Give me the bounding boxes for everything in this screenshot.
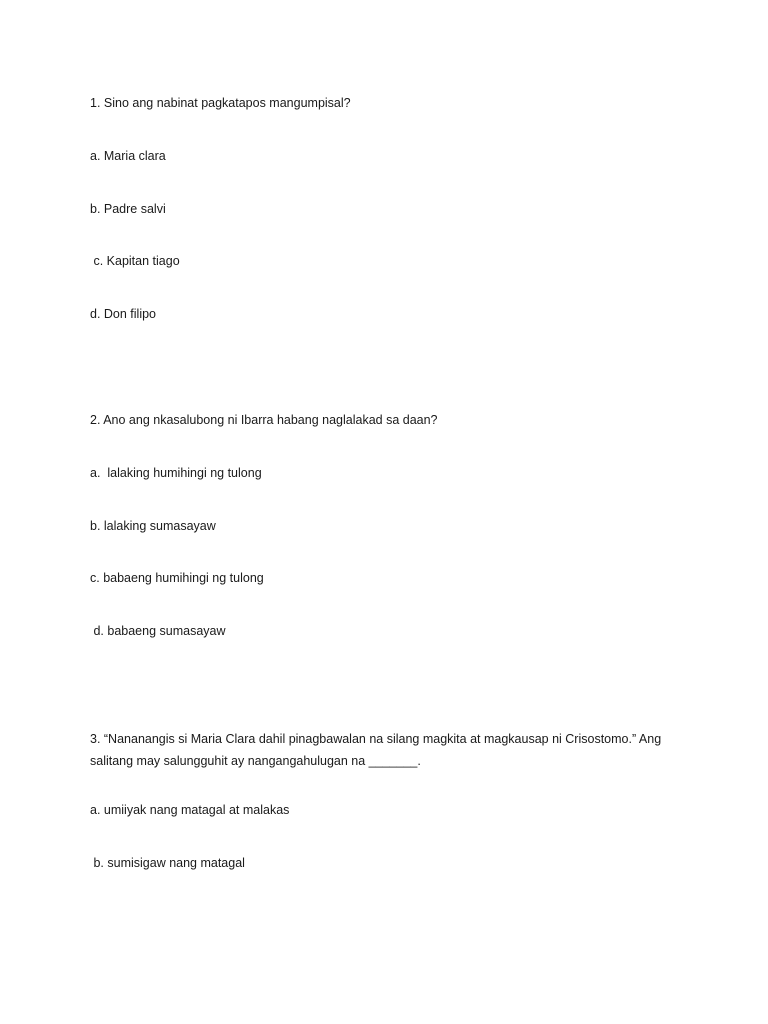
- question-3-text: 3. “Nananangis si Maria Clara dahil pinagbawalan na silang magkita at magkausap ni Crisostomo.” Ang salitang may salungguhit ay nangangahulugan na _______.: [90, 732, 662, 768]
- question-2-option-b: b. lalaking sumasayaw: [90, 519, 216, 533]
- question-1-option-b: b. Padre salvi: [90, 202, 166, 216]
- question-2-option-a: a. lalaking humihingi ng tulong: [90, 466, 262, 480]
- question-2-text: 2. Ano ang nkasalubong ni Ibarra habang naglalakad sa daan?: [90, 413, 438, 427]
- question-1-option-c: c. Kapitan tiago: [90, 254, 180, 268]
- question-2-option-d: d. babaeng sumasayaw: [90, 624, 226, 638]
- question-2-option-c: c. babaeng humihingi ng tulong: [90, 571, 264, 585]
- question-1-option-a: a. Maria clara: [90, 149, 166, 163]
- question-1-text: 1. Sino ang nabinat pagkatapos mangumpisal?: [90, 96, 351, 110]
- question-3-option-a: a. umiiyak nang matagal at malakas: [90, 803, 290, 817]
- question-3-option-b: b. sumisigaw nang matagal: [90, 856, 245, 870]
- question-1-option-d: d. Don filipo: [90, 307, 157, 321]
